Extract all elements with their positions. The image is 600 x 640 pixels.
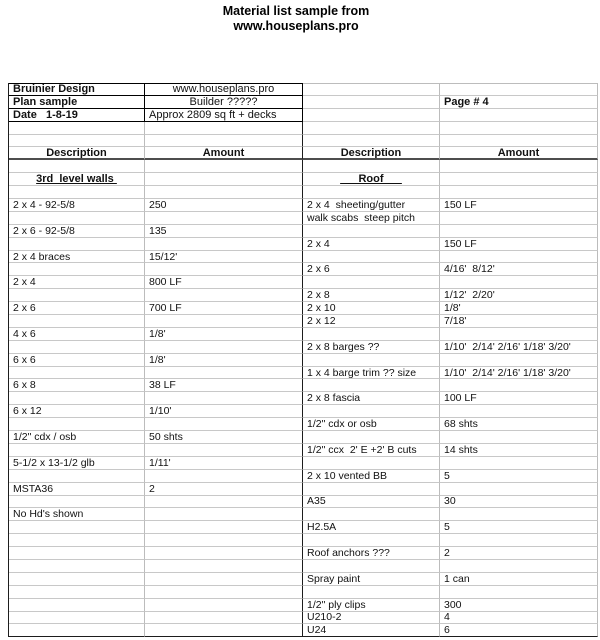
cell-r39c3: Spray paint [303, 573, 440, 586]
cell-r1c2: www.houseplans.pro [145, 83, 303, 96]
cell-r34c4 [440, 508, 598, 521]
cell-r35c3: H2.5A [303, 521, 440, 534]
cell-r9c1 [9, 186, 145, 199]
cell-r7c3 [303, 160, 440, 173]
cell-r29c2 [145, 444, 303, 457]
cell-r37c2 [145, 547, 303, 560]
cell-r38c2 [145, 560, 303, 573]
cell-r36c4 [440, 534, 598, 547]
cell-r26c1: 6 x 12 [9, 405, 145, 418]
cell-r36c3 [303, 534, 440, 547]
cell-r16c3 [303, 276, 440, 289]
cell-r40c1 [9, 586, 145, 599]
cell-r11c4 [440, 212, 598, 225]
cell-r18c2: 700 LF [145, 302, 303, 315]
cell-r23c4: 1/10' 2/14' 2/16' 1/18' 3/20' [440, 367, 598, 380]
cell-r8c1: 3rd level walls [9, 173, 145, 186]
cell-r24c1: 6 x 8 [9, 379, 145, 392]
document-title [0, 4, 592, 34]
cell-r2c1: Plan sample [9, 96, 145, 109]
cell-r22c1: 6 x 6 [9, 354, 145, 367]
cell-r8c2 [145, 173, 303, 186]
cell-r8c4 [440, 173, 598, 186]
cell-r24c4 [440, 379, 598, 392]
cell-r28c1: 1/2" cdx / osb [9, 431, 145, 444]
cell-r33c4: 30 [440, 496, 598, 509]
cell-r36c2 [145, 534, 303, 547]
cell-r22c4 [440, 354, 598, 367]
cell-r39c1 [9, 573, 145, 586]
cell-r35c2 [145, 521, 303, 534]
cell-r20c1: 4 x 6 [9, 328, 145, 341]
cell-r15c2 [145, 263, 303, 276]
cell-r10c2: 250 [145, 199, 303, 212]
cell-r34c2 [145, 508, 303, 521]
cell-r4c1 [9, 122, 145, 135]
cell-r1c4 [440, 83, 598, 96]
cell-r3c1: Date 1-8-19 [9, 109, 145, 122]
cell-r22c2: 1/8' [145, 354, 303, 367]
cell-r18c3: 2 x 10 [303, 302, 440, 315]
cell-r43c4: 6 [440, 624, 598, 637]
cell-r23c2 [145, 367, 303, 380]
cell-r27c4: 68 shts [440, 418, 598, 431]
cell-r10c1: 2 x 4 - 92-5/8 [9, 199, 145, 212]
cell-r39c4: 1 can [440, 573, 598, 586]
cell-r29c1 [9, 444, 145, 457]
cell-r40c4 [440, 586, 598, 599]
cell-r30c4 [440, 457, 598, 470]
material-list-table [8, 83, 598, 637]
cell-r2c2: Builder ????? [145, 96, 303, 109]
cell-r32c1: MSTA36 [9, 483, 145, 496]
cell-r41c4: 300 [440, 599, 598, 612]
cell-r10c3: 2 x 4 sheeting/gutter [303, 199, 440, 212]
cell-r16c2: 800 LF [145, 276, 303, 289]
cell-r11c3: walk scabs steep pitch [303, 212, 440, 225]
cell-r18c4: 1/8' [440, 302, 598, 315]
cell-r24c3 [303, 379, 440, 392]
cell-r28c3 [303, 431, 440, 444]
document-title-line2: www.houseplans.pro [233, 19, 359, 33]
cell-r30c3 [303, 457, 440, 470]
cell-r26c3 [303, 405, 440, 418]
cell-r42c2 [145, 612, 303, 625]
document-title-line1: Material list sample from [222, 4, 370, 18]
cell-r2c3 [303, 96, 440, 109]
cell-r8c3: Roof [303, 173, 440, 186]
cell-r40c3 [303, 586, 440, 599]
cell-r19c1 [9, 315, 145, 328]
cell-r21c2 [145, 341, 303, 354]
cell-r42c4: 4 [440, 612, 598, 625]
cell-r7c4 [440, 160, 598, 173]
cell-r13c2 [145, 238, 303, 251]
cell-r33c3: A35 [303, 496, 440, 509]
cell-r41c1 [9, 599, 145, 612]
cell-r38c4 [440, 560, 598, 573]
cell-r4c2 [145, 122, 303, 135]
cell-r6c4: Amount [440, 147, 598, 160]
cell-r7c1 [9, 160, 145, 173]
cell-r37c1 [9, 547, 145, 560]
cell-r1c3 [303, 83, 440, 96]
cell-r42c3: U210-2 [303, 612, 440, 625]
cell-r11c2 [145, 212, 303, 225]
cell-r38c3 [303, 560, 440, 573]
cell-r17c1 [9, 289, 145, 302]
cell-r27c1 [9, 418, 145, 431]
cell-r13c4: 150 LF [440, 238, 598, 251]
cell-r33c1 [9, 496, 145, 509]
cell-r19c4: 7/18' [440, 315, 598, 328]
cell-r24c2: 38 LF [145, 379, 303, 392]
cell-r31c4: 5 [440, 470, 598, 483]
cell-r16c1: 2 x 4 [9, 276, 145, 289]
cell-r31c1 [9, 470, 145, 483]
cell-r20c4 [440, 328, 598, 341]
cell-r15c3: 2 x 6 [303, 263, 440, 276]
cell-r18c1: 2 x 6 [9, 302, 145, 315]
cell-r32c3 [303, 483, 440, 496]
cell-r12c4 [440, 225, 598, 238]
cell-r42c1 [9, 612, 145, 625]
cell-r4c4 [440, 122, 598, 135]
cell-r29c3: 1/2" ccx 2' E +2' B cuts [303, 444, 440, 457]
cell-r25c3: 2 x 8 fascia [303, 392, 440, 405]
cell-r26c4 [440, 405, 598, 418]
cell-r5c3 [303, 135, 440, 148]
cell-r30c2: 1/11' [145, 457, 303, 470]
cell-r2c4: Page # 4 [440, 96, 598, 109]
cell-r12c1: 2 x 6 - 92-5/8 [9, 225, 145, 238]
cell-r21c4: 1/10' 2/14' 2/16' 1/18' 3/20' [440, 341, 598, 354]
cell-r6c3: Description [303, 147, 440, 160]
cell-r14c3 [303, 251, 440, 264]
cell-r37c4: 2 [440, 547, 598, 560]
cell-r43c1 [9, 624, 145, 637]
cell-r13c1 [9, 238, 145, 251]
cell-r15c1 [9, 263, 145, 276]
cell-r34c1: No Hd's shown [9, 508, 145, 521]
cell-r30c1: 5-1/2 x 13-1/2 glb [9, 457, 145, 470]
cell-r20c3 [303, 328, 440, 341]
cell-r32c2: 2 [145, 483, 303, 496]
cell-r9c3 [303, 186, 440, 199]
cell-r25c4: 100 LF [440, 392, 598, 405]
cell-r3c3 [303, 109, 440, 122]
cell-r3c4 [440, 109, 598, 122]
cell-r29c4: 14 shts [440, 444, 598, 457]
cell-r27c3: 1/2" cdx or osb [303, 418, 440, 431]
cell-r28c4 [440, 431, 598, 444]
cell-r41c2 [145, 599, 303, 612]
cell-r6c1: Description [9, 147, 145, 160]
cell-r40c2 [145, 586, 303, 599]
cell-r11c1 [9, 212, 145, 225]
cell-r39c2 [145, 573, 303, 586]
cell-r31c3: 2 x 10 vented BB [303, 470, 440, 483]
cell-r13c3: 2 x 4 [303, 238, 440, 251]
cell-r26c2: 1/10' [145, 405, 303, 418]
cell-r25c2 [145, 392, 303, 405]
cell-r20c2: 1/8' [145, 328, 303, 341]
cell-r14c1: 2 x 4 braces [9, 251, 145, 264]
cell-r5c2 [145, 135, 303, 148]
cell-r21c1 [9, 341, 145, 354]
cell-r34c3 [303, 508, 440, 521]
cell-r17c3: 2 x 8 [303, 289, 440, 302]
cell-r3c2: Approx 2809 sq ft + decks [145, 109, 303, 122]
cell-r15c4: 4/16' 8/12' [440, 263, 598, 276]
cell-r35c1 [9, 521, 145, 534]
cell-r28c2: 50 shts [145, 431, 303, 444]
cell-r4c3 [303, 122, 440, 135]
cell-r33c2 [145, 496, 303, 509]
cell-r32c4 [440, 483, 598, 496]
cell-r21c3: 2 x 8 barges ?? [303, 341, 440, 354]
cell-r25c1 [9, 392, 145, 405]
cell-r22c3 [303, 354, 440, 367]
cell-r36c1 [9, 534, 145, 547]
cell-r17c2 [145, 289, 303, 302]
cell-r9c2 [145, 186, 303, 199]
cell-r23c1 [9, 367, 145, 380]
cell-r16c4 [440, 276, 598, 289]
cell-r31c2 [145, 470, 303, 483]
cell-r23c3: 1 x 4 barge trim ?? size [303, 367, 440, 380]
cell-r14c4 [440, 251, 598, 264]
cell-r14c2: 15/12' [145, 251, 303, 264]
cell-r10c4: 150 LF [440, 199, 598, 212]
cell-r17c4: 1/12' 2/20' [440, 289, 598, 302]
cell-r27c2 [145, 418, 303, 431]
cell-r19c2 [145, 315, 303, 328]
cell-r43c3: U24 [303, 624, 440, 637]
cell-r38c1 [9, 560, 145, 573]
cell-r35c4: 5 [440, 521, 598, 534]
cell-r41c3: 1/2" ply clips [303, 599, 440, 612]
cell-r5c1 [9, 135, 145, 148]
cell-r19c3: 2 x 12 [303, 315, 440, 328]
cell-r12c3 [303, 225, 440, 238]
cell-r12c2: 135 [145, 225, 303, 238]
cell-r37c3: Roof anchors ??? [303, 547, 440, 560]
cell-r1c1: Bruinier Design [9, 83, 145, 96]
cell-r5c4 [440, 135, 598, 148]
cell-r6c2: Amount [145, 147, 303, 160]
cell-r9c4 [440, 186, 598, 199]
cell-r43c2 [145, 624, 303, 637]
cell-r7c2 [145, 160, 303, 173]
